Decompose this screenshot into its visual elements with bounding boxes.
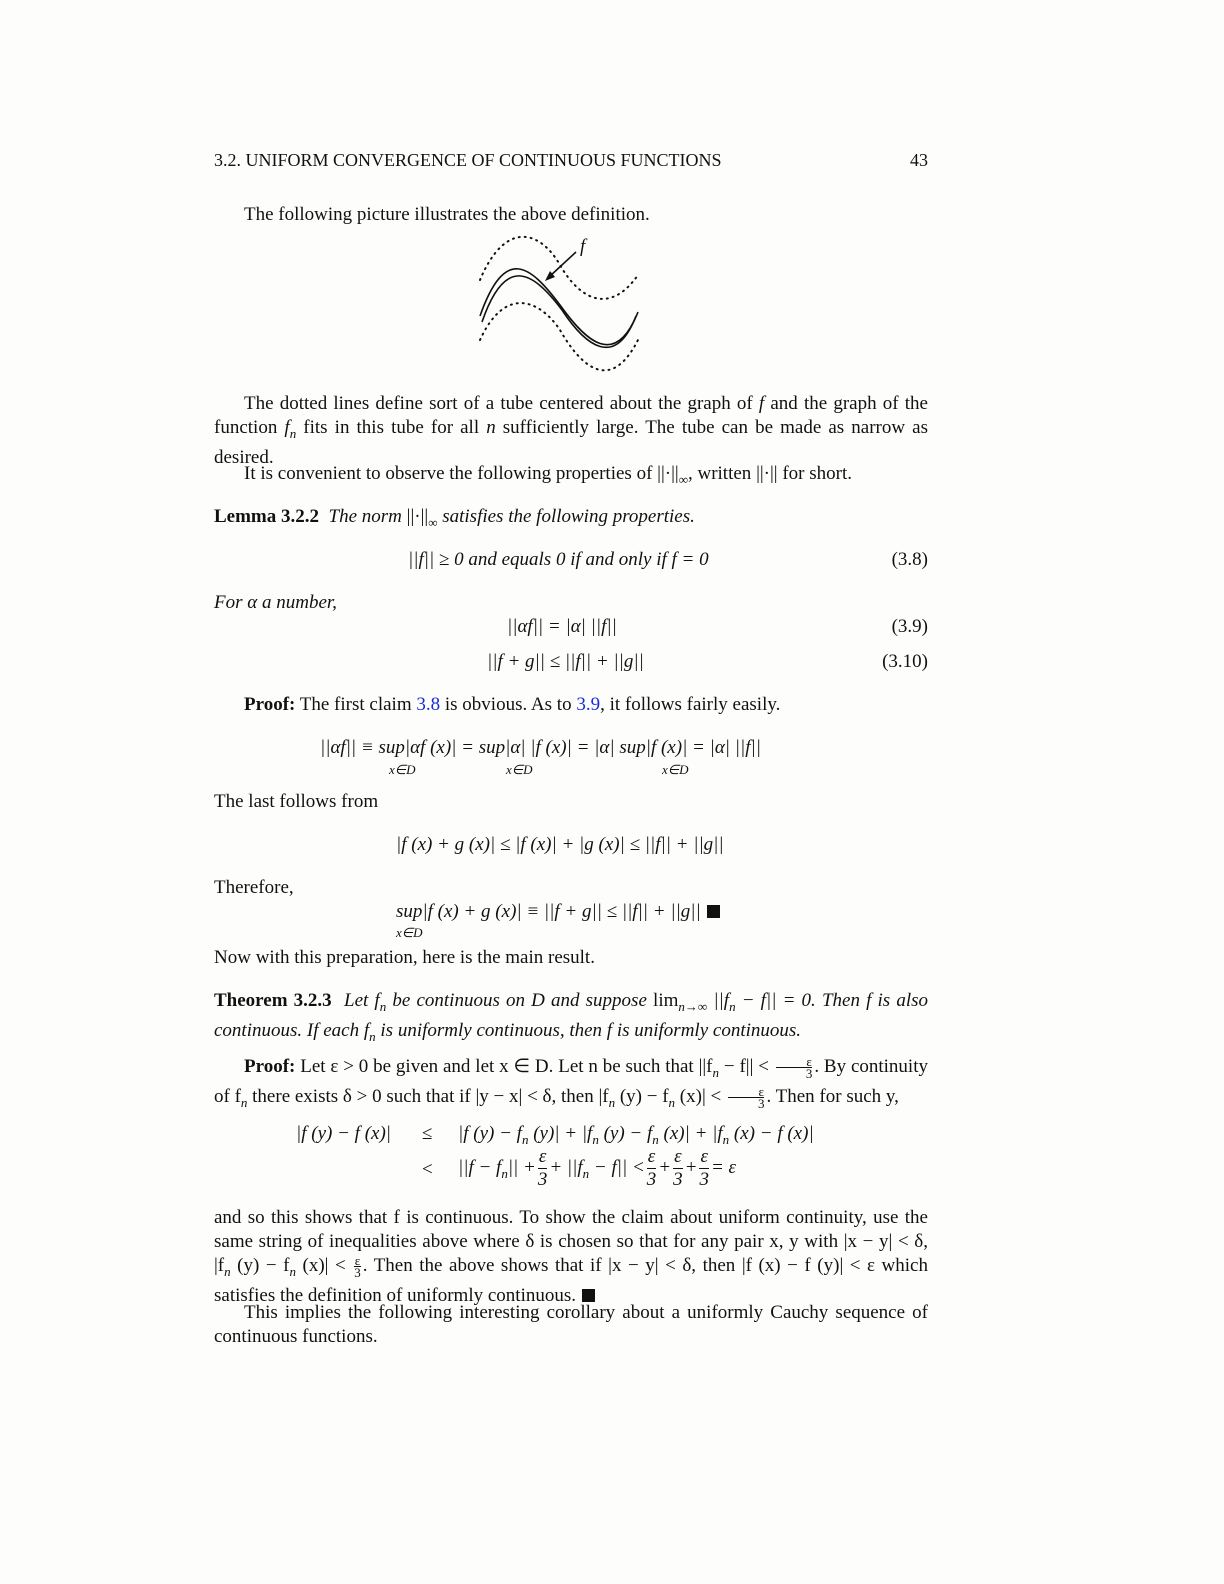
corollary-intro-paragraph: This implies the following interesting corollary about a uniformly Cauchy sequence of continuous functions. bbox=[214, 1302, 928, 1347]
sup-subscript-1: x∈D bbox=[389, 762, 416, 777]
fraction-eps-3: $\frac{\varepsilon}{3}$ bbox=[354, 1253, 361, 1281]
proof-lemma-paragraph: Proof: The first claim 3.8 is obvious. As to 3.9, it follows fairly easily. bbox=[244, 694, 781, 715]
sup-equation: ||αf|| ≡ sup|αf (x)| = sup|α| |f (x)| = |α| sup|f (x)| = |α| ||f|| bbox=[320, 737, 761, 758]
lemma-label: Lemma 3.2.2 bbox=[214, 506, 320, 527]
sup-subscript-2: x∈D bbox=[506, 762, 533, 777]
sup-subscript-4: x∈D bbox=[396, 925, 423, 940]
qed-symbol bbox=[707, 905, 720, 918]
intro-paragraph: The following picture illustrates the above definition. bbox=[244, 204, 650, 225]
figure-label-f: f bbox=[580, 236, 586, 257]
running-header bbox=[214, 148, 928, 172]
proof-theorem-paragraph: Proof: Let ε > 0 be given and let x ∈ D. Let n be such that $||f_n - f||$ < $\frac{\varepsilon}{3}$ . By continuity of $f_n$ there exists δ > 0 such that if |y − x| < δ, then $|f_n$ $(y) - f_n$ (x)| < $\frac{\varepsilon}{3}$ . Then for such y, bbox=[214, 1054, 928, 1112]
sup-sum-equation: sup|f (x) + g (x)| ≡ ||f + g|| ≤ ||f|| + ||g|| bbox=[396, 900, 720, 924]
ref-link-3-8[interactable]: 3.8 bbox=[416, 694, 441, 715]
sup-subscript-3: x∈D bbox=[662, 762, 689, 777]
lower-dotted-curve bbox=[480, 303, 638, 370]
align-rhs-1: |f $(y) - f_n$ $(y)| + |f_n$ $(y) - f_n$ $(x)| + |f_n$ (x) − f (x)| bbox=[458, 1123, 814, 1147]
tube-paragraph: The dotted lines define sort of a tube centered about the graph of f and the graph of the function $f_n$ fits in this tube for all n sufficiently large. The tube can be made as narrow as desired. bbox=[214, 393, 928, 468]
page-number: 43 bbox=[910, 150, 928, 170]
for-alpha-text: For α a number, bbox=[214, 592, 337, 613]
theorem-statement: Theorem 3.2.3 Let $f_n$ be continuous on D and suppose $\lim_{n\to\infty} ||f_n - f|| = 0$. Then f is also continuous. If each $f_n$ is uniformly continuous, then f is uniformly continuous. bbox=[214, 990, 929, 1044]
fraction-eps-3: $\frac{\varepsilon}{3}$ bbox=[776, 1056, 813, 1079]
equation-number-3-8: (3.8) bbox=[891, 549, 928, 570]
convenient-paragraph: It is convenient to observe the following properties of $||\cdot||_\infty$, written ||·|| for short. bbox=[244, 463, 853, 487]
tube-figure bbox=[470, 230, 650, 390]
equation-3-10: ||f + g|| ≤ ||f|| + ||g|| bbox=[487, 651, 644, 672]
function-f-curve bbox=[482, 276, 636, 347]
equation-3-8: ||f|| ≥ 0 and equals 0 if and only if f = 0 bbox=[408, 549, 709, 570]
align-rel-2: < bbox=[422, 1159, 433, 1180]
running-title: 3.2. UNIFORM CONVERGENCE OF CONTINUOUS FUNCTIONS bbox=[214, 150, 722, 170]
uniform-continuity-paragraph: and so this shows that f is continuous. To show the claim about uniform continuity, use the same string of inequalities above where δ is chosen so that for any pair x, y with |x − y| < δ, $|f_n$ $(y) - f_n$ (x)| < $\frac{\varepsilon}{3}$ . Then the above shows that if |x − y| < δ, then |f (x) − f (y)| < ε which satisfies the definition of uniformly continuous. bbox=[214, 1207, 928, 1306]
lemma-statement: Lemma 3.2.2 The norm $||\cdot||_\infty$ satisfies the following properties. bbox=[214, 506, 695, 530]
triangle-inequality: |f (x) + g (x)| ≤ |f (x)| + |g (x)| ≤ ||f|| + ||g|| bbox=[396, 834, 724, 855]
fraction-eps-3: $\frac{\varepsilon}{3}$ bbox=[728, 1086, 765, 1109]
therefore-text: Therefore, bbox=[214, 877, 294, 898]
equation-number-3-10: (3.10) bbox=[882, 651, 928, 672]
theorem-label: Theorem 3.2.3 bbox=[214, 990, 332, 1011]
last-follows-text: The last follows from bbox=[214, 791, 379, 812]
align-rhs-2: $||f - f_n||$ + $\frac{\varepsilon}{3}$ + $||f_n - f||$ < $\frac{\varepsilon}{3}$ + $\frac{\varepsilon}{3}$ + $\frac{\varepsilon}{3}$ = ε bbox=[458, 1146, 736, 1190]
now-with-text: Now with this preparation, here is the main result. bbox=[214, 947, 595, 968]
equation-3-9: ||αf|| = |α| ||f|| bbox=[507, 616, 617, 637]
ref-link-3-9[interactable]: 3.9 bbox=[576, 694, 601, 715]
align-rel-1: ≤ bbox=[422, 1123, 433, 1144]
equation-number-3-9: (3.9) bbox=[891, 616, 928, 637]
align-lhs: |f (y) − f (x)| bbox=[296, 1123, 391, 1144]
